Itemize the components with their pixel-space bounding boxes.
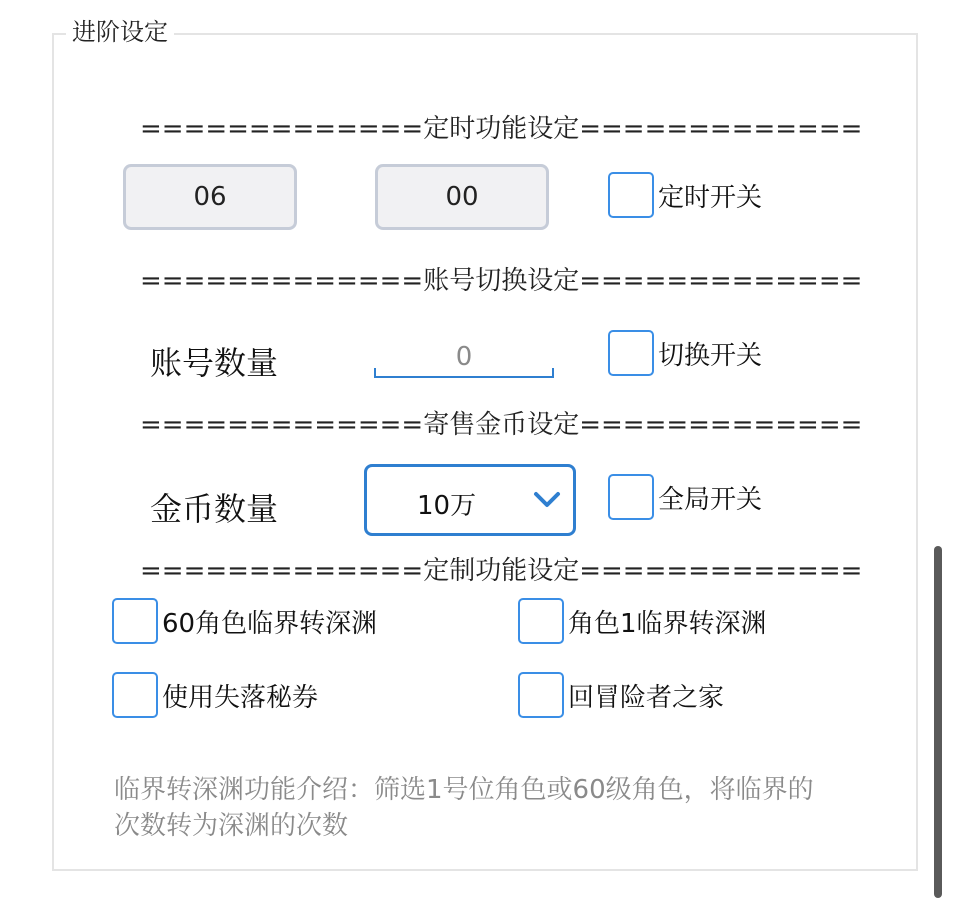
account-switch-label: 切换开关 [658,340,763,371]
account-count-input[interactable]: 0 [374,338,554,378]
custom-option-60-role-label: 60角色临界转深渊 [162,608,378,639]
advanced-settings-group [52,33,918,871]
timer-hour-field[interactable]: 06 [123,164,297,230]
global-switch-box[interactable] [608,474,654,520]
custom-option-lost-ticket-label: 使用失落秘券 [162,682,319,713]
account-count-label: 账号数量 [150,344,279,382]
custom-option-return-home-label: 回冒险者之家 [568,682,725,713]
timer-switch-box[interactable] [608,172,654,218]
gold-amount-label: 金币数量 [150,490,279,528]
global-switch-checkbox[interactable] [608,474,762,520]
custom-option-role1-box[interactable] [518,598,564,644]
gold-section-header: =============寄售金币设定============= [140,410,863,440]
custom-option-return-home-box[interactable] [518,672,564,718]
custom-option-return-home-checkbox[interactable] [518,672,724,718]
custom-option-lost-ticket-checkbox[interactable] [112,672,318,718]
global-switch-label: 全局开关 [658,484,763,515]
gold-amount-value: 10万 [417,491,477,521]
account-switch-box[interactable] [608,330,654,376]
timer-switch-checkbox[interactable] [608,172,762,218]
custom-option-lost-ticket-box[interactable] [112,672,158,718]
group-title: 进阶设定 [66,16,174,48]
gold-amount-dropdown[interactable] [364,464,576,536]
custom-option-role1-label: 角色1临界转深渊 [568,608,767,639]
timer-minute-field[interactable]: 00 [375,164,549,230]
timer-switch-label: 定时开关 [658,182,763,213]
feature-description-note: 临界转深渊功能介绍：筛选1号位角色或60级角色，将临界的次数转为深渊的次数 [114,775,814,841]
custom-section-header: =============定制功能设定============= [140,556,863,586]
account-section-header: =============账号切换设定============= [140,266,863,296]
vertical-scrollbar[interactable] [934,546,942,898]
account-switch-checkbox[interactable] [608,330,762,376]
custom-option-60-role-box[interactable] [112,598,158,644]
custom-option-role1-checkbox[interactable] [518,598,767,644]
custom-option-60-role-checkbox[interactable] [112,598,377,644]
chevron-down-icon [533,489,561,511]
timer-section-header: =============定时功能设定============= [140,114,863,144]
